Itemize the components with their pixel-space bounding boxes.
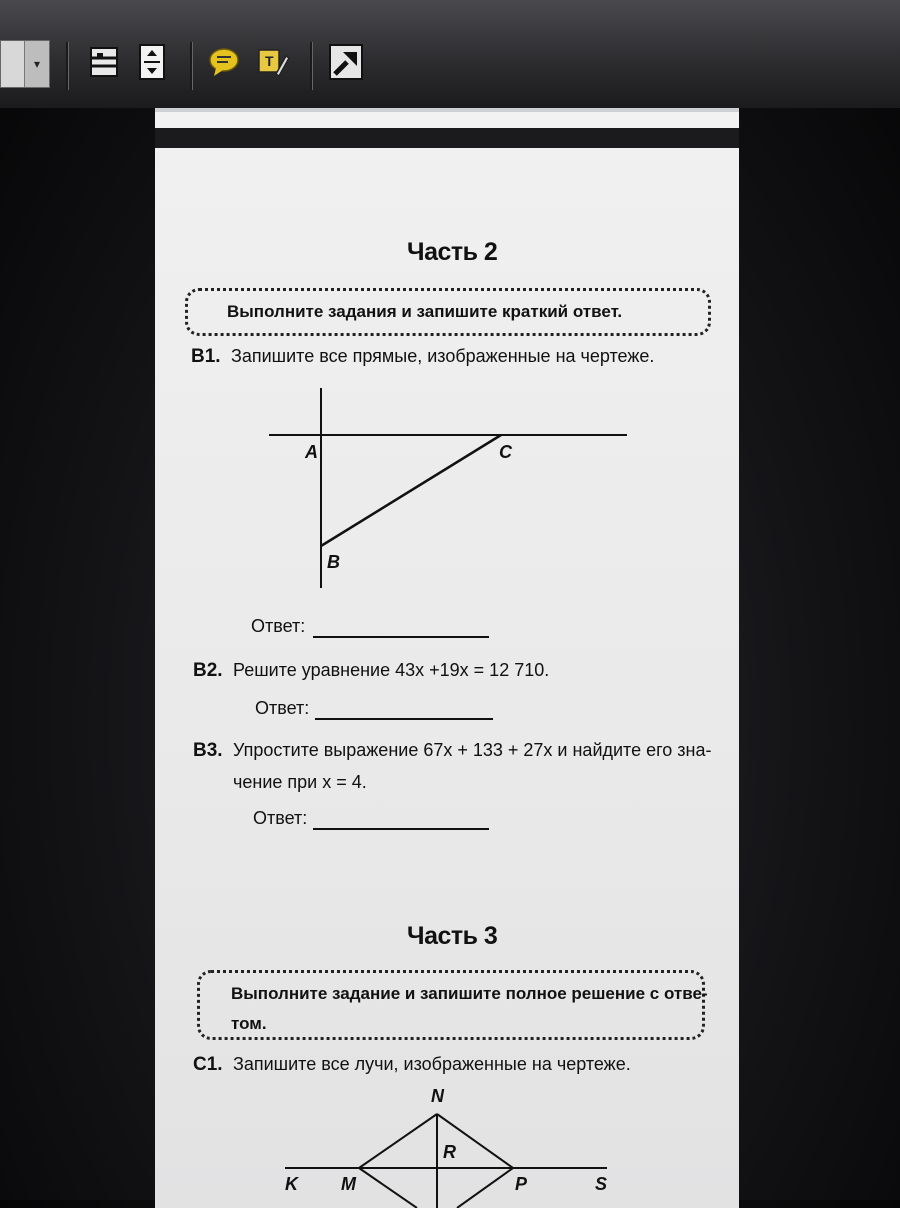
task-b3-number: В3. (193, 740, 223, 761)
task-b2-text: Решите уравнение 43x +19x = 12 710. (233, 660, 550, 680)
task-b1-text: Запишите все прямые, изображенные на чертеже. (231, 346, 655, 366)
point-label-p: P (515, 1174, 528, 1194)
previous-page-edge (155, 112, 739, 128)
table-icon[interactable] (84, 40, 124, 84)
zoom-dropdown[interactable] (0, 40, 50, 88)
part3-title: Часть 3 (407, 922, 498, 950)
point-label-b: B (327, 552, 340, 572)
toolbar-separator (66, 42, 69, 90)
edit-note-icon[interactable] (252, 40, 292, 84)
point-label-c: C (499, 442, 512, 462)
ray-p-lower (457, 1168, 513, 1208)
point-label-r: R (443, 1142, 456, 1162)
svg-text:T: T (265, 53, 274, 69)
point-label-a: A (305, 442, 318, 462)
task-b3-text-line1: Упростите выражение 67x + 133 + 27x и найдите его зна- (233, 740, 712, 760)
part2-instruction: Выполните задания и запишите краткий ответ. (227, 302, 623, 321)
expand-icon[interactable] (326, 40, 366, 84)
document-page (155, 148, 739, 1208)
ray-m-lower (359, 1168, 417, 1208)
toolbar-separator (190, 42, 193, 90)
chevron-down-icon[interactable]: ▾ (24, 41, 49, 87)
task-c1-number: С1. (193, 1054, 223, 1075)
task-b2-answer-label: Ответ: (255, 698, 310, 718)
task-b3-answer-label: Ответ: (253, 808, 308, 828)
task-b3-text-line2: чение при x = 4. (233, 772, 367, 792)
toolbar (0, 0, 900, 108)
task-b2-number: В2. (193, 660, 223, 681)
point-label-n: N (431, 1086, 444, 1106)
figure-c1 (155, 148, 739, 1208)
point-label-k: K (285, 1174, 298, 1194)
task-b1-answer-label: Ответ: (251, 616, 306, 636)
task-c1-text: Запишите все лучи, изображенные на чертеже. (233, 1054, 631, 1074)
comment-icon[interactable] (204, 40, 244, 84)
toolbar-separator (310, 42, 313, 90)
point-label-s: S (595, 1174, 608, 1194)
part3-instruction-line2: том. (231, 1014, 267, 1033)
point-label-m: M (341, 1174, 356, 1194)
ray-mn (359, 1114, 437, 1168)
page-gap (155, 128, 739, 148)
part2-title: Часть 2 (407, 238, 498, 266)
task-b1-number: В1. (191, 346, 221, 367)
part3-instruction-line1: Выполните задание и запишите полное решение с отве- (231, 984, 708, 1003)
page-layout-icon[interactable] (132, 40, 172, 84)
